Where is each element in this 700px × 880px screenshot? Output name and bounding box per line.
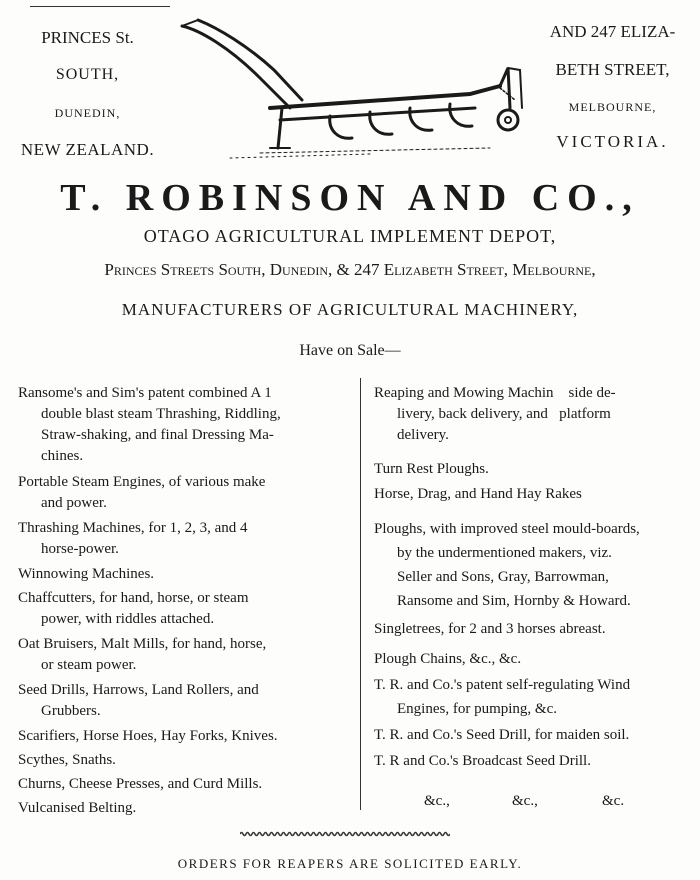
list-item: Engines, for pumping, &c. <box>397 701 557 717</box>
list-item: Ransome's and Sim's patent combined A 1 <box>18 385 272 401</box>
list-item: chines. <box>41 448 84 464</box>
header-left-line1: PRINCES St. <box>41 28 134 47</box>
plough-icon <box>170 8 540 168</box>
list-item: Grubbers. <box>41 703 101 719</box>
etc-item: &c., <box>512 793 538 809</box>
list-item: Turn Rest Ploughs. <box>374 461 489 477</box>
list-item: by the undermentioned makers, viz. <box>397 545 612 561</box>
list-item: Winnowing Machines. <box>18 566 155 582</box>
footer-notice: ORDERS FOR REAPERS ARE SOLICITED EARLY. <box>177 856 523 871</box>
etc-item: &c., <box>424 793 450 809</box>
list-item: Portable Steam Engines, of various make <box>18 474 266 490</box>
list-item: Horse, Drag, and Hand Hay Rakes <box>374 486 582 502</box>
list-item: Scarifiers, Horse Hoes, Hay Forks, Knives. <box>18 728 278 744</box>
header-right-line1: AND 247 ELIZA- <box>549 22 676 41</box>
header-right-line3: MELBOURNE, <box>568 100 657 114</box>
company-name: T. ROBINSON AND CO., <box>60 177 640 219</box>
wavy-divider <box>240 826 450 836</box>
header-left-line3: DUNEDIN, <box>54 106 121 120</box>
list-item: T. R. and Co.'s Seed Drill, for maiden soil. <box>374 727 630 743</box>
list-item: Seller and Sons, Gray, Barrowman, <box>397 569 609 585</box>
list-item: and power. <box>41 495 107 511</box>
column-divider <box>360 378 361 810</box>
left-column <box>18 384 348 814</box>
list-item: double blast steam Thrashing, Riddling, <box>41 406 281 422</box>
top-rule <box>30 6 170 7</box>
list-item: T. R and Co.'s Broadcast Seed Drill. <box>374 753 591 769</box>
header-right-line2: BETH STREET, <box>555 60 670 79</box>
list-item: Thrashing Machines, for 1, 2, 3, and 4 <box>18 520 248 536</box>
list-item: Ploughs, with improved steel mould-boards, <box>374 521 640 537</box>
list-item: horse-power. <box>41 541 119 557</box>
list-item: Seed Drills, Harrows, Land Rollers, and <box>18 682 259 698</box>
list-item: Vulcanised Belting. <box>18 800 137 816</box>
list-item: Scythes, Snaths. <box>18 752 116 768</box>
list-item: Oat Bruisers, Malt Mills, for hand, horse, <box>18 636 267 652</box>
address-line: Princes Streets South, Dunedin, & 247 Elizabeth Street, Melbourne, <box>104 260 596 279</box>
plough-illustration <box>170 8 540 168</box>
list-item: Straw-shaking, and final Dressing Ma- <box>41 427 274 443</box>
manufacturers-line: MANUFACTURERS OF AGRICULTURAL MACHINERY, <box>121 300 579 319</box>
on-sale-heading: Have on Sale— <box>299 342 401 359</box>
list-item: or steam power. <box>41 657 137 673</box>
list-item: power, with riddles attached. <box>41 611 215 627</box>
header-left-line4: NEW ZEALAND. <box>20 140 155 159</box>
list-item: Reaping and Mowing Machin side de- <box>374 385 616 401</box>
depot-title: OTAGO AGRICULTURAL IMPLEMENT DEPOT, <box>143 226 557 246</box>
list-item: Chaffcutters, for hand, horse, or steam <box>18 590 249 606</box>
header-right-line4: VICTORIA. <box>556 132 669 151</box>
list-item: livery, back delivery, and platform <box>397 406 611 422</box>
list-item: Singletrees, for 2 and 3 horses abreast. <box>374 621 606 637</box>
list-item: delivery. <box>397 427 449 443</box>
list-item: Ransome and Sim, Hornby & Howard. <box>397 593 631 609</box>
header-left-line2: SOUTH, <box>55 66 120 83</box>
right-column <box>374 384 696 814</box>
list-item: T. R. and Co.'s patent self-regulating Wind <box>374 677 631 693</box>
list-item: Churns, Cheese Presses, and Curd Mills. <box>18 776 263 792</box>
etc-item: &c. <box>602 793 625 809</box>
list-item: Plough Chains, &c., &c. <box>374 651 522 667</box>
